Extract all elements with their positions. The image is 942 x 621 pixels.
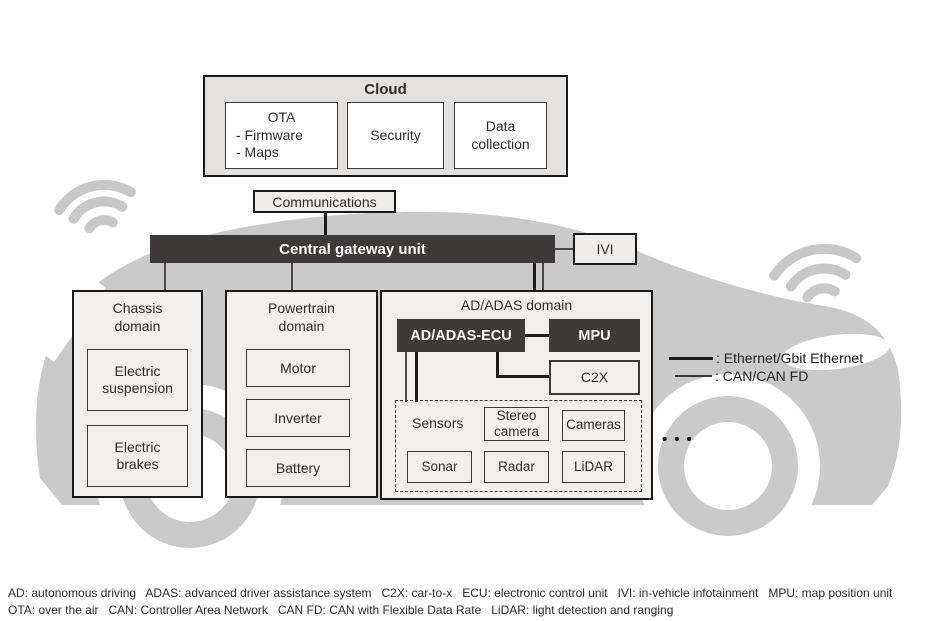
powertrain-domain-block [225,290,378,498]
ota-title: OTA [267,109,296,126]
legend-can-row [675,368,808,384]
motor-label: Motor [280,359,316,376]
sensors-group [395,400,642,492]
sonar-box [407,451,472,483]
legend-ethernet-row [669,350,863,366]
motor-box [246,349,350,387]
wifi-icon-left [56,178,137,235]
stereo-camera-box [484,407,549,441]
ivi-box [573,233,637,265]
inverter-box [246,399,350,437]
connector-ecu-sensors-ethernet [415,352,418,402]
adas-domain-title: AD/ADAS domain [460,297,573,313]
gateway-label: Central gateway unit [279,240,426,258]
inverter-label: Inverter [274,409,322,426]
ota-box [225,102,338,169]
stereo-camera-label: Stereo camera [493,407,539,439]
footnote-line-1: AD: autonomous driving ADAS: advanced driver assistance system C2X: car-to-x ECU: electronic control unit IVI: in-vehicle infotainment MPU: map position unit [8,586,893,600]
legend-ethernet-label: : Ethernet/Gbit Ethernet [716,350,864,366]
connector-ecu-mpu [525,334,549,337]
mpu-label: MPU [578,327,611,344]
central-gateway-unit [150,235,555,263]
legend-ethernet-line [669,357,713,360]
sonar-label: Sonar [421,458,458,474]
electric-suspension-label: Electric suspension [102,363,173,396]
c2x-box [549,360,640,395]
data-collection-box [454,102,547,169]
connector-communications-gateway [324,212,327,235]
chassis-domain-title: Chassis domain [112,300,163,334]
wifi-icon-right [771,241,863,303]
lidar-box [562,451,625,483]
cameras-label: Cameras [566,417,621,433]
cameras-box [562,410,625,441]
more-domains-ellipsis: ••• [662,431,699,448]
chassis-domain-block [72,290,203,498]
legend-can-line [675,375,712,377]
adas-domain-block [380,290,653,500]
security-box [347,102,444,169]
electric-brakes-box [87,425,188,487]
sensors-label: Sensors [412,415,464,431]
lidar-label: LiDAR [573,458,613,474]
connector-gateway-powertrain [291,263,293,290]
battery-label: Battery [275,459,321,476]
data-collection-label: Data collection [471,118,530,152]
security-label: Security [370,126,421,143]
connector-gateway-chassis [164,263,166,290]
cloud-block [203,75,568,177]
communications-box [253,190,396,213]
electric-suspension-box [87,349,188,411]
adas-ecu-label: AD/ADAS-ECU [410,327,512,344]
electric-brakes-label: Electric brakes [114,439,161,472]
cloud-title: Cloud [364,81,407,98]
connector-gateway-ivi [555,248,573,250]
footnote-line-2: OTA: over the air CAN: Controller Area Network CAN FD: CAN with Flexible Data Rate LiDAR: light detection and ranging [8,603,674,617]
connector-gateway-adas-can [542,263,544,290]
c2x-label: C2X [580,369,609,386]
mpu-box [549,319,640,352]
radar-box [484,451,549,483]
ota-item-maps: - Maps [236,144,279,161]
connector-ecu-sensors-can [405,352,407,402]
powertrain-domain-title: Powertrain domain [268,300,335,334]
communications-label: Communications [272,193,377,210]
legend-can-label: : CAN/CAN FD [715,368,809,384]
connector-ecu-c2x-horizontal [496,375,549,378]
battery-box [246,449,350,487]
radar-label: Radar [498,458,535,474]
ivi-label: IVI [596,241,614,257]
ota-item-firmware: - Firmware [236,126,303,143]
connector-gateway-adas-ethernet [533,263,536,290]
adas-ecu-box [397,319,525,352]
